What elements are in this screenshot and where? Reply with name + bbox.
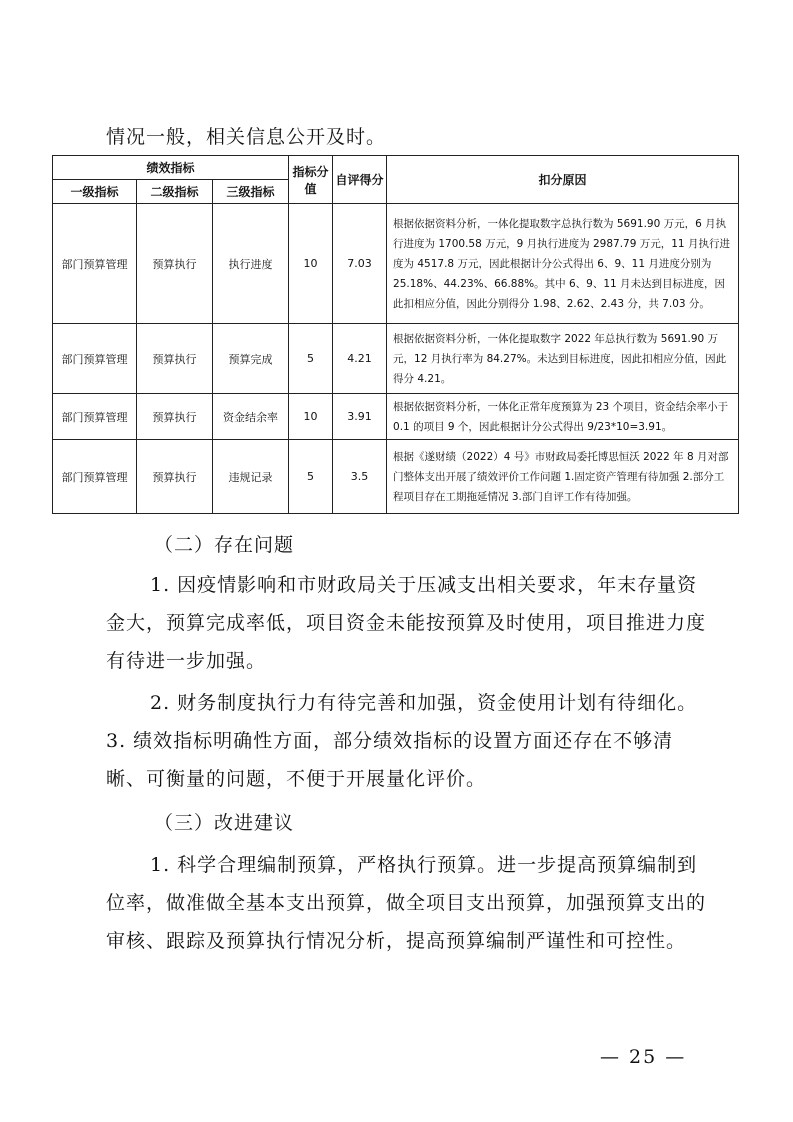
header-level2: 二级指标: [137, 180, 213, 204]
problem-paragraph-1: 1. 因疫情影响和市财政局关于压减支出相关要求，年末存量资金大，预算完成率低，项目资金未能按预算及时使用，项目推进力度有待进一步加强。: [106, 574, 707, 672]
cell-level1: 部门预算管理: [53, 440, 137, 514]
suggestions-heading: （三）改进建议: [154, 812, 295, 834]
cell-reason: 根据《遂财绩（2022）4 号》市财政局委托博思恒沃 2022 年 8 月对部门整体支出开展了绩效评价工作问题 1.固定资产管理有待加强 2.部分工程项目存在工期拖延情况 3.部门自评工作有待加强。: [387, 440, 739, 514]
cell-level2: 预算执行: [137, 324, 213, 394]
cell-level1: 部门预算管理: [53, 324, 137, 394]
cell-score-value: 10: [289, 394, 333, 440]
cell-level3: 违规记录: [213, 440, 289, 514]
cell-level3: 执行进度: [213, 204, 289, 324]
table-row: [53, 324, 739, 394]
table-header-row: [53, 156, 739, 180]
table-row: [53, 204, 739, 324]
suggestion-paragraph-1: 1. 科学合理编制预算，严格执行预算。进一步提高预算编制到位率，做准做全基本支出预算，做全项目支出预算，加强预算支出的审核、跟踪及预算执行情况分析，提高预算编制严谨性和可控性。: [106, 854, 707, 952]
performance-table: [52, 155, 739, 514]
intro-line: 情况一般，相关信息公开及时。: [106, 126, 387, 148]
cell-level3: 资金结余率: [213, 394, 289, 440]
page-number: — 25 —: [600, 1046, 687, 1068]
cell-level2: 预算执行: [137, 394, 213, 440]
problem-paragraph-2: 2. 财务制度执行力有待完善和加强，资金使用计划有待细化。3. 绩效指标明确性方面，部分绩效指标的设置方面还存在不够清晰、可衡量的问题，不便于开展量化评价。: [106, 692, 698, 790]
cell-reason: 根据依据资料分析，一体化提取数字 2022 年总执行数为 5691.90 万元，12 月执行率为 84.27%。未达到目标进度，因此扣相应分值，因此得分 4.21。: [387, 324, 739, 394]
cell-level2: 预算执行: [137, 204, 213, 324]
table-row: [53, 394, 739, 440]
header-level1: 一级指标: [53, 180, 137, 204]
header-level3: 三级指标: [213, 180, 289, 204]
cell-self-score: 7.03: [333, 204, 387, 324]
cell-score-value: 10: [289, 204, 333, 324]
cell-level3: 预算完成: [213, 324, 289, 394]
table-row: [53, 440, 739, 514]
cell-reason: 根据依据资料分析，一体化正常年度预算为 23 个项目，资金结余率小于 0.1 的项目 9 个，因此根据计分公式得出 9/23*10=3.91。: [387, 394, 739, 440]
cell-level1: 部门预算管理: [53, 394, 137, 440]
cell-score-value: 5: [289, 324, 333, 394]
cell-self-score: 3.5: [333, 440, 387, 514]
header-score-value: 指标分值: [289, 156, 333, 204]
cell-self-score: 3.91: [333, 394, 387, 440]
cell-level2: 预算执行: [137, 440, 213, 514]
cell-level1: 部门预算管理: [53, 204, 137, 324]
cell-reason: 根据依据资料分析，一体化提取数字总执行数为 5691.90 万元，6 月执行进度为 1700.58 万元，9 月执行进度为 2987.79 万元，11 月执行进度为 4517.8 万元，因此根据计分公式得出 6、9、11 月进度分别为 25.18%、44.23%、66.88%。其中 6、9、11 月未达到目标进度，因此扣相应分值，因此分别得分 1.98、2.62、2.43 分，共 7.03 分。: [387, 204, 739, 324]
problems-heading: （二）存在问题: [154, 534, 295, 556]
header-performance-indicator: 绩效指标: [53, 156, 289, 180]
header-deduction-reason: 扣分原因: [387, 156, 739, 204]
cell-score-value: 5: [289, 440, 333, 514]
cell-self-score: 4.21: [333, 324, 387, 394]
header-self-score: 自评得分: [333, 156, 387, 204]
